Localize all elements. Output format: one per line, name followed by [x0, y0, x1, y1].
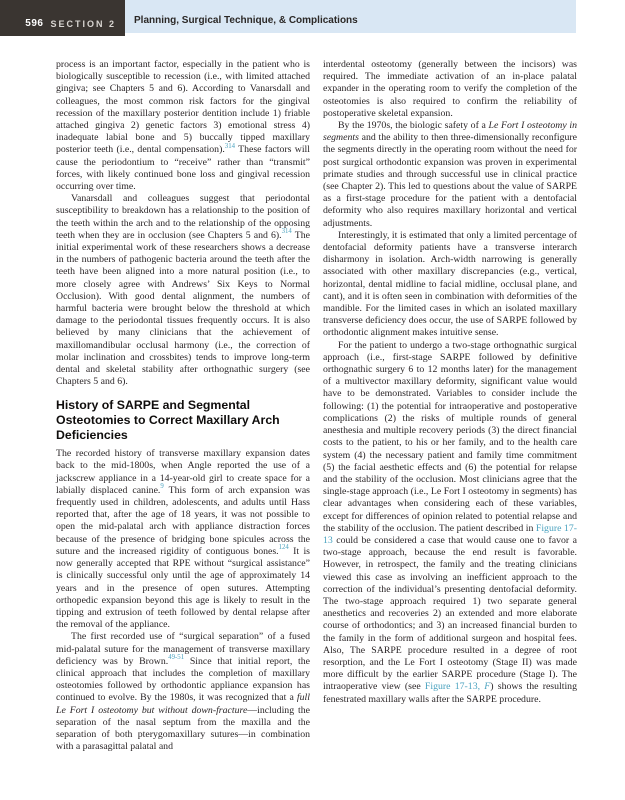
- text-run: The recorded history of transverse maxillary expansion dates back to the mid-1800s, when Angle reported the use of a jackscrew appliance in a 14-year-old girl to create space for a labially displaced canine.: [56, 448, 310, 496]
- text-run: The initial experimental work of these researchers shows a decrease in the numbers of pathogenic bacteria around the teeth after the teeth have been aligned into a more natural position (i.e., to more closely agree with Andrews’ Six Keys to Normal Occlusion). With good dental alignment, the numbers of harmful bacteria were brought below the threshold at which damage to the periodontal tissues frequently occurs. It is also believed by many clinicians that the achievement of maxillomandibular occlusal harmony (i.e., the correction of molar inclination and crossbites) tends to improve long-term dental and skeletal stability after orthognathic surgery (see Chapters 5 and 6).: [56, 229, 310, 388]
- italic-text: Le Fort I osteotomy in segments: [323, 120, 577, 144]
- text-run: could be considered a case that would cause one to favor a two-stage approach, because the end result is favorable. However, in retrospect, the family and the treating clinicians viewed this case as involving an inefficient approach to the correction of the individual’s presenting dentofacial deformity. The two-stage approach required 1) two separate general anesthetics and recoveries 2) an extended and more elaborate course of orthodontics; and 3) an increased financial burden to the family in the form of additional surgeon and hospital fees. Also, The SARPE procedure resulted in a degree of root resorption, and the Le Fort I osteotomy (Stage II) was made more difficult by the earlier SARPE procedure (Stage I). The intraoperative view (see: [323, 534, 577, 693]
- text-run: By the 1970s, the biologic safety of a: [338, 120, 489, 132]
- text-run: For the patient to undergo a two-stage orthognathic surgical approach (i.e., first-stage SARPE followed by definitive orthognathic surgery 6 to 12 months later) for the management of a multivector maxillary deformity, significant value would have to be demonstrated. Variables to consider include the following: (1) the potential for intraoperative and postoperative complications (2) the risks of multiple rounds of general anesthesia and multiple recovery periods (3) the direct financial costs to the patient, to his or her family, and to the health care system (4) the necessary patient and family time commitment (5) the facial aesthetic effects and (6) the potential for relapse and the stability of the occlusion. Most clinicians agree that the single-stage approach (i.e., Le Fort I osteotomy in segments) has clear advantages when considering each of these variables, except for differences of opinion related to potential relapse and the stability of the occlusion. The patient described in: [323, 339, 577, 534]
- text-run: History of SARPE and Segmental Osteotomies to Correct Maxillary Arch Deficiencies: [56, 398, 280, 442]
- text-run: process is an important factor, especially in the patient who is biologically susceptible to recession (i.e., with limited attached gingiva; see Chapters 5 and 6). According to Vanarsdall and colleagues, the most common risk factors for the gingival recession of the maxillary posterior dentition include 1) friable attached gingiva 2) genetic factors 3) emotional stress 4) inadequate labial bone and 5) buccally tipped maxillary posterior teeth (i.e., dental compensation).: [56, 59, 310, 156]
- reference-citation-link[interactable]: 314: [281, 228, 292, 236]
- figure-link[interactable]: Figure 17-13,: [424, 681, 485, 693]
- text-run: This form of arch expansion was frequently used in children, adolescents, and adults until Hass reported that, after the age of 18 years, it was not possible to open the mid-palatal arch with appliance distraction forces because of the presence of bridging bone spicules across the suture and the increased rigidity of contiguous bones.: [56, 484, 310, 557]
- reference-citation-link[interactable]: 49-51: [168, 653, 185, 661]
- text-run: —including the separation of the nasal septum from the maxilla and the separation of both pterygomaxillary sutures—in combination with a parasagittal palatal and: [56, 704, 310, 753]
- page-number: 596: [25, 18, 44, 29]
- figure-link[interactable]: F: [484, 681, 491, 693]
- text-run: These factors will cause the periodontium to “receive” rather than “transmit” forces, with likely continued bone loss and gingival recession occurring over time.: [56, 144, 310, 193]
- reference-citation-link[interactable]: 314: [224, 142, 235, 150]
- paragraph: [323, 120, 577, 230]
- paragraph: [56, 59, 310, 193]
- section-tab: [0, 0, 125, 36]
- paragraph: [56, 193, 310, 388]
- text-run: Since that initial report, the clinical approach that includes the completion of maxillary osteotomies followed by orthodontic appliance expansion has continued to evolve. By the 1980s, it was recognized that a: [56, 655, 311, 704]
- text-run: ) shows the resulting fenestrated maxillary walls after the SARPE procedure.: [323, 681, 577, 705]
- reference-citation-link[interactable]: 124: [278, 544, 289, 552]
- paragraph: [323, 59, 577, 120]
- section-heading: [56, 398, 310, 442]
- paragraph: [323, 230, 577, 340]
- chapter-title: Planning, Surgical Technique, & Complications: [134, 15, 358, 26]
- reference-citation-link[interactable]: 9: [160, 483, 164, 491]
- text-run: Vanarsdall and colleagues suggest that periodontal susceptibility to breakdown has a relationship to the position of the teeth within the arch and to the relationship of the opposing teeth when they are in occlusion (see Chapters 5 and 6).: [56, 193, 310, 241]
- text-run: It is now generally accepted that RPE without “surgical assistance” is clinically successful only until the age of approximately 14 years and in the presence of open sutures. Attempting orthopedic expansion beyond this age is likely to result in the tipping and extrusion of teeth followed by dental relapse after the removal of the appliance.: [56, 545, 310, 631]
- text-run: interdental osteotomy (generally between the incisors) was required. The immediate activation of an in-place palatal expander in the operating room to verify the completion of the osteotomies is also required to confirm the reliability of postoperative skeletal expansion.: [323, 59, 577, 119]
- paragraph: [56, 448, 310, 631]
- text-run: Interestingly, it is estimated that only a limited percentage of dentofacial deformity patients have a transverse interarch disharmony in isolation. Arch-width narrowing is generally associated with other maxillary discrepancies (e.g., vertical, horizontal, dental midline to facial midline, occlusal plane, and cant), and it is often seen in combination with deformities of the mandible. For the limited cases in which an isolated maxillary transverse deficiency does occur, the use of SARPE followed by orthodontic alignment makes intuitive sense.: [323, 229, 577, 339]
- left-column: [56, 59, 310, 753]
- figure-link[interactable]: Figure 17-13: [323, 522, 577, 546]
- right-column: [323, 59, 577, 753]
- chapter-title-band: [125, 0, 576, 33]
- paragraph: [323, 340, 577, 706]
- italic-text: full Le Fort I osteotomy but without down-fracture: [56, 692, 310, 716]
- text-run: The first recorded use of “surgical separation” of a fused mid-palatal suture for the management of transverse maxillary deficiency was by Brown.: [56, 631, 310, 667]
- section-label: SECTION 2: [50, 19, 116, 29]
- text-run: and the ability to then three-dimensionally reconfigure the segments directly in the operating room without the need for post surgical orthodontic expansion was proven in experimental primate studies and through successful use in clinical practice (see Chapter 2). This led to questions about the value of SARPE as a first-stage procedure for the patient with a dentofacial deformity who also requires maxillary horizontal and vertical adjustments.: [323, 132, 577, 229]
- page-header: [0, 0, 576, 36]
- paragraph: [56, 631, 310, 753]
- page-body: [56, 59, 577, 753]
